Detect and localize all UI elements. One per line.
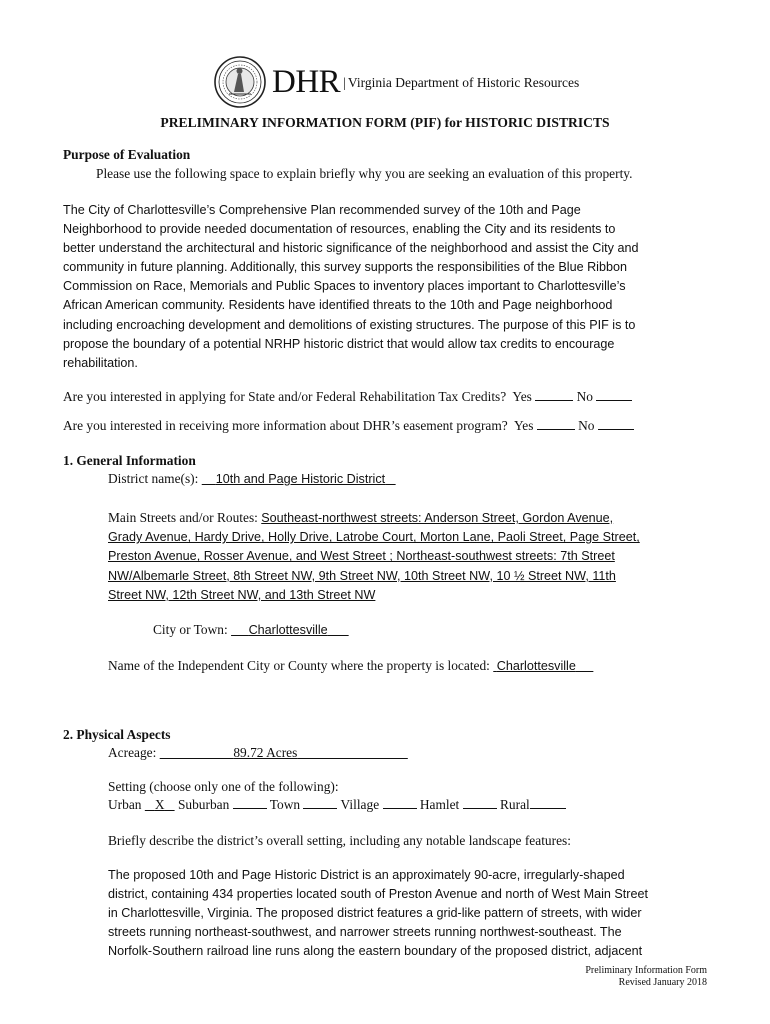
purpose-line: Neighborhood to provide needed documentation of resources, enabling the City and its residents to <box>63 222 616 237</box>
acreage-label: Acreage: <box>108 745 157 760</box>
setting-village-field[interactable] <box>383 797 417 809</box>
description-line: streets running northeast-southwest, and narrower streets running northwest-southeast. The <box>108 925 622 940</box>
description-line: in Charlottesville, Virginia. The proposed district features a grid-like pattern of streets, with wider <box>108 906 642 921</box>
virginia-seal-icon <box>214 56 266 108</box>
setting-description[interactable] <box>108 866 718 961</box>
main-streets-block <box>108 508 708 605</box>
page-footer <box>585 965 707 989</box>
description-line: district, containing 434 properties located south of Preston Avenue and north of West Main Street <box>108 887 648 902</box>
purpose-text[interactable] <box>63 201 713 373</box>
district-name-label: District name(s): <box>108 471 199 486</box>
setting-hamlet-label: Hamlet <box>419 797 460 812</box>
description-line: The proposed 10th and Page Historic District is an approximately 90-acre, irregularly-shaped <box>108 868 625 882</box>
form-title: PRELIMINARY INFORMATION FORM (PIF) for HISTORIC DISTRICTS <box>160 115 610 130</box>
physical-aspects-heading: 2. Physical Aspects <box>63 727 171 742</box>
purpose-line: propose the boundary of a potential NRHP historic district that would allow tax credits to encourage <box>63 336 615 351</box>
setting-town-label: Town <box>269 797 301 812</box>
setting-hamlet-field[interactable] <box>463 797 497 809</box>
easement-yes-label: Yes <box>513 418 534 433</box>
city-town-row <box>153 622 349 638</box>
setting-village-label: Village <box>340 797 380 812</box>
tax-credit-yes-label: Yes <box>512 389 532 404</box>
easement-no-label: No <box>578 418 595 433</box>
purpose-instruction: Please use the following space to explain briefly why you are seeking an evaluation of this property. <box>96 166 633 181</box>
purpose-heading: Purpose of Evaluation <box>63 147 191 162</box>
tax-credit-question: Are you interested in applying for State and/or Federal Rehabilitation Tax Credits? Yes No <box>63 389 632 405</box>
setting-rural-field[interactable] <box>530 797 566 809</box>
setting-label: Setting (choose only one of the following): <box>108 779 339 794</box>
footer-revision: Revised January 2018 <box>618 977 707 988</box>
main-streets-line[interactable]: Preston Avenue, Rosser Avenue, and West Street ; Northeast-southwest streets: 7th Street <box>108 549 615 564</box>
tax-credit-no-label: No <box>576 389 593 404</box>
footer-form-name: Preliminary Information Form <box>585 965 707 976</box>
setting-suburban-field[interactable] <box>233 797 267 809</box>
main-streets-line[interactable]: Southeast-northwest streets: Anderson Street, Gordon Avenue, <box>261 511 614 525</box>
district-name-field[interactable]: 10th and Page Historic District <box>215 472 386 486</box>
city-town-field[interactable]: Charlottesville <box>248 623 328 637</box>
setting-rural-label: Rural <box>500 797 530 812</box>
general-info-heading: 1. General Information <box>63 453 196 468</box>
main-streets-line[interactable]: Street NW, 12th Street NW, and 13th Street NW <box>108 587 376 602</box>
setting-urban-field[interactable]: X <box>154 797 165 812</box>
county-field[interactable]: Charlottesville <box>496 659 576 673</box>
main-streets-label: Main Streets and/or Routes: <box>108 510 258 525</box>
setting-options-row <box>108 797 566 813</box>
county-row <box>108 658 593 674</box>
setting-town-field[interactable] <box>303 797 337 809</box>
purpose-line: community in future planning. Additionally, this survey supports the responsibilities of the Blue Ribbon <box>63 260 627 275</box>
purpose-line: rehabilitation. <box>63 355 138 370</box>
description-line: Norfolk-Southern railroad line runs along the eastern boundary of the proposed district, adjacent <box>108 944 643 959</box>
purpose-line: Commission on Race, Memorials and Public Spaces to inventory places important to Charlottesville’s <box>63 279 626 294</box>
setting-urban-label: Urban <box>108 797 142 812</box>
purpose-line: The City of Charlottesville’s Comprehensive Plan recommended survey of the 10th and Page <box>63 203 581 217</box>
dhr-header <box>214 54 579 110</box>
purpose-line: including encroaching development and demolitions of existing structures. The purpose of this PIF is to <box>63 317 636 332</box>
district-name-row <box>108 471 396 487</box>
easement-yes-field[interactable] <box>537 418 575 430</box>
main-streets-line[interactable]: NW/Albemarle Street, 8th Street NW, 9th Street NW, 10th Street NW, 10 ½ Street NW, 11th <box>108 568 616 583</box>
purpose-line: African American community. Residents have identified threats to the 10th and Page neighborhood <box>63 298 613 313</box>
agency-name: | Virginia Department of Historic Resources <box>343 75 580 90</box>
acreage-row <box>108 745 408 761</box>
setting-describe-prompt: Briefly describe the district’s overall setting, including any notable landscape features: <box>108 833 571 848</box>
tax-credit-yes-field[interactable] <box>535 389 573 401</box>
easement-question: Are you interested in receiving more information about DHR’s easement program? Yes No <box>63 418 634 434</box>
tax-credit-no-field[interactable] <box>596 389 632 401</box>
easement-no-field[interactable] <box>598 418 634 430</box>
setting-suburban-label: Suburban <box>177 797 230 812</box>
acreage-field[interactable]: 89.72 Acres <box>233 745 298 760</box>
city-town-label: City or Town: <box>153 622 228 637</box>
county-label: Name of the Independent City or County where the property is located: <box>108 658 490 673</box>
purpose-line: better understand the architectural and historic significance of the neighborhood and assist the City and <box>63 241 639 256</box>
main-streets-line[interactable]: Grady Avenue, Hardy Drive, Holly Drive, Latrobe Court, Morton Lane, Paoli Street, Page Street, <box>108 530 640 545</box>
dhr-logo-text: DHR <box>272 63 341 100</box>
